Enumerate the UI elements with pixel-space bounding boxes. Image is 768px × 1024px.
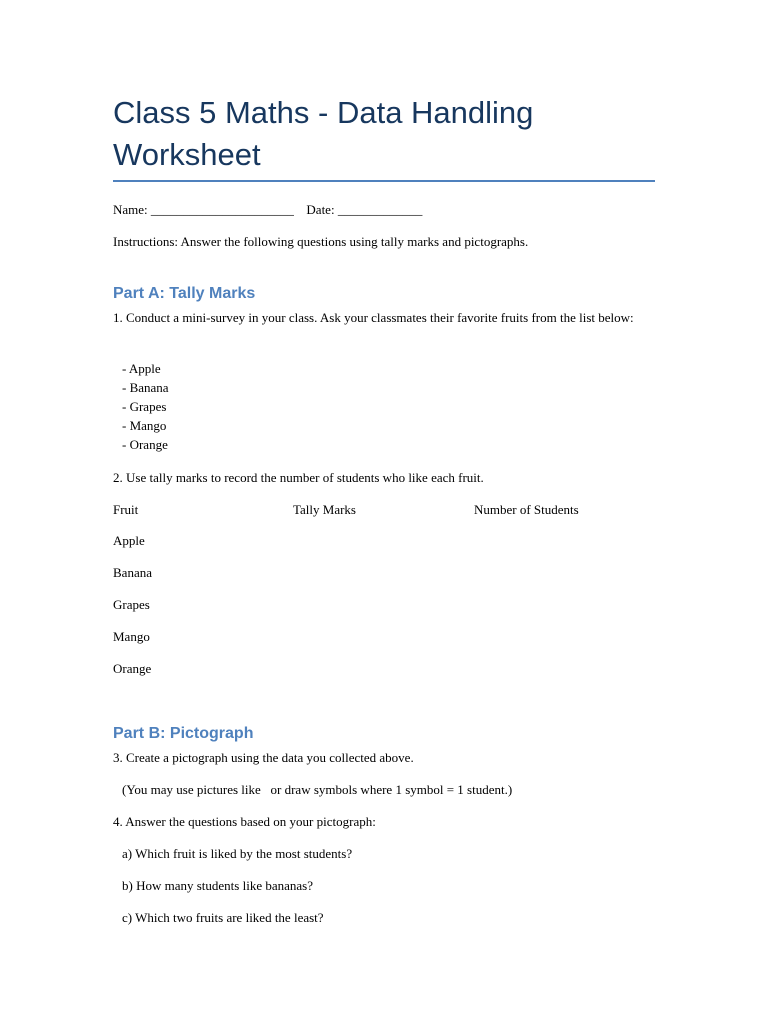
question-3: 3. Create a pictograph using the data you collected above. [113, 750, 414, 765]
question-4b: b) How many students like bananas? [122, 878, 313, 893]
date-blank: _____________ [337, 202, 423, 217]
fruit-list-item: - Mango [122, 418, 167, 433]
table-header-fruit: Fruit [113, 502, 139, 517]
question-2: 2. Use tally marks to record the number of students who like each fruit. [113, 470, 484, 485]
name-blank: ______________________ [150, 202, 294, 217]
part-b-heading: Part B: Pictograph [113, 725, 254, 742]
fruit-list-item: - Grapes [122, 399, 167, 414]
fruit-list-item: - Orange [122, 437, 168, 452]
question-3-note: (You may use pictures like or draw symbols where 1 symbol = 1 student.) [122, 782, 513, 797]
page-title: Class 5 Maths - Data Handling Worksheet [113, 95, 534, 172]
name-date-line [113, 202, 422, 218]
question-4: 4. Answer the questions based on your pictograph: [113, 814, 376, 829]
question-1: 1. Conduct a mini-survey in your class. Ask your classmates their favorite fruits from the list below: [113, 310, 634, 325]
question-4a: a) Which fruit is liked by the most students? [122, 846, 353, 861]
table-header-tally: Tally Marks [293, 502, 356, 517]
question-4c: c) Which two fruits are liked the least? [122, 910, 324, 925]
instructions-text: Instructions: Answer the following questions using tally marks and pictographs. [113, 234, 529, 249]
date-label: Date: [306, 202, 335, 217]
table-row-fruit: Banana [113, 565, 152, 580]
table-row-fruit: Grapes [113, 597, 150, 612]
table-row-fruit: Mango [113, 629, 150, 644]
fruit-list-item: - Apple [122, 361, 161, 376]
table-row-fruit: Orange [113, 661, 152, 676]
table-row-fruit: Apple [113, 533, 145, 548]
fruit-list-item: - Banana [122, 380, 169, 395]
title-underline [113, 180, 655, 182]
table-header-count: Number of Students [474, 502, 579, 517]
part-a-heading: Part A: Tally Marks [113, 285, 256, 302]
name-label: Name: [113, 202, 148, 217]
